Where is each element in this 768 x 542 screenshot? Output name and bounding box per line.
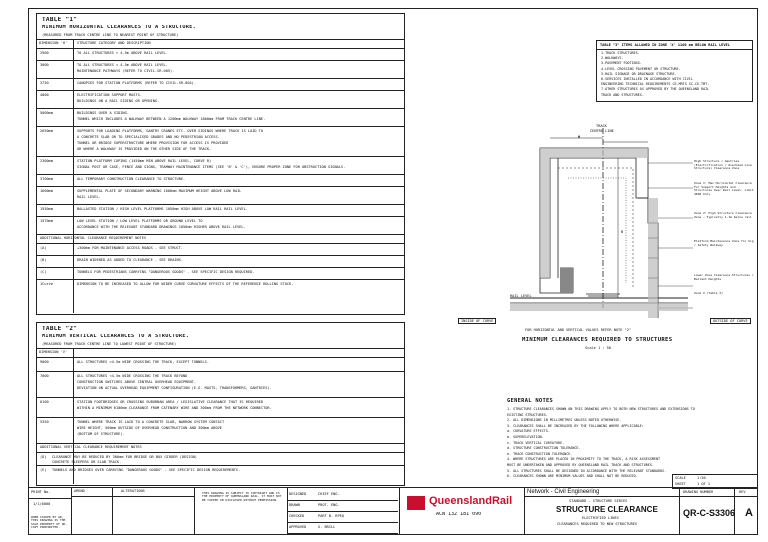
table-1-desc: BUILDINGS ON A RAIL SIDING OR OPENING. — [77, 99, 160, 103]
table-2-note-text-2: CONCRETE SLEEPERS OR SLAB TRACK. — [52, 460, 122, 464]
table-1-desc: LOW LEVEL STATION / LOW LEVEL PLATFORMS OR GROUND LEVEL TO — [77, 219, 203, 223]
table-1-note-tag: 1Curve — [40, 282, 53, 286]
sheet-value: 1 OF 1 — [697, 482, 710, 486]
general-note: 4. WHERE STRUCTURES ARE PLACED IN PROXIMITY TO THE TRACK, A RISK ASSESSMENT — [507, 457, 661, 462]
table-1-dim: 2650mm — [40, 129, 53, 133]
doc-row-key: DESIGNED — [289, 492, 307, 496]
scale-label: SCALE — [675, 476, 686, 480]
diagram-scale: Scale 1 : 50 — [585, 346, 611, 350]
revision: A — [745, 507, 753, 519]
table-3-items — [601, 51, 709, 98]
table-1-desc: CANOPIES FOR STATION PLATFORMS (REFER TO CIVIL-SR-004). — [77, 81, 196, 85]
doc-row-key: CHECKED — [289, 514, 305, 518]
table-1-note-text: TUNNELS FOR PEDESTRIANS CARRYING "DANGEROUS GOODS" - SEE SPECIFIC DESIGN REQUIRED. — [77, 270, 255, 274]
diagram-inside-curve: INSIDE OF CURVE — [458, 318, 496, 324]
table-3 — [596, 40, 753, 102]
copyright-note: THIS DRAWING IS SUBJECT TO COPYRIGHT AND IS THE PROPERTY OF QUEENSLAND RAIL. IT MUST NOT BE COPIED OR DISCLOSED WITHOUT PERMISSION. — [202, 492, 282, 502]
table-3-item: 4.LEVEL CROSSING PAVEMENT OR STRUCTURE. — [601, 66, 681, 71]
table-3-title: TABLE "3" ITEMS ALLOWED IN ZONE 'X' 1100 mm BELOW RAIL LEVEL — [600, 43, 730, 47]
doc-row-key: APPROVED — [289, 525, 307, 529]
diagram-callout: Zone 1: Max Horizontal Clearance For Support Heights and Structures Over Rail Level. Limit 4600 Only — [694, 182, 754, 196]
doc-row — [288, 523, 398, 534]
table-1-dim: 2900 — [40, 51, 49, 55]
table-2-note-tag: (E) — [40, 468, 47, 472]
diagram-callout: Platform Maintenance Zone for Sig / Safety Walkway — [694, 240, 754, 247]
table-1-dim: 2300mm — [40, 159, 53, 163]
table-2 — [36, 322, 405, 486]
table-2-note-text: CLEARANCE MAY BE REDUCED BY 300mm FOR BRIDGE OR BOX GIRDER (DESIGN) — [52, 455, 197, 459]
table-2-title: TABLE "2" — [42, 326, 78, 332]
table-2-notes-title: ADDITIONAL VERTICAL CLEARANCE REQUIREMENT NOTES — [40, 445, 142, 449]
table-1-note-text: +300mm FOR MAINTENANCE ACCESS ROADS - SEE STRUCT. — [77, 246, 184, 250]
sheet-label: SHEET — [675, 482, 686, 486]
table-1-desc: ELECTRIFICATION SUPPORT MASTS. — [77, 93, 142, 97]
diagram-callout: Lower Zone Clearance Structures / Ballast Heights — [694, 274, 754, 281]
diagram-rail-level-label: RAIL LEVEL — [510, 294, 532, 298]
table-1-desc: ACCORDANCE WITH THE RELEVANT STANDARD DRAWINGS 1050mm HIGHER ABOVE RAIL LEVEL. — [77, 225, 246, 229]
table-2-desc: STATION FOOTBRIDGES OR CROSSING SUBURBAN AREA / LEGISLATIVE CLEARANCE THAT IS REQUIRED — [77, 400, 264, 404]
title-block — [28, 487, 758, 535]
table-2-desc: (BOTTOM OF STRUCTURE). — [77, 432, 125, 436]
amend-label: AMEND — [74, 489, 85, 493]
table-2-desc: CONSTRUCTION SWITCHES ABOVE CENTRAL OVERHEAD EQUIPMENT. — [77, 380, 196, 384]
table-1-col-desc: STRUCTURE CATEGORY AND DESCRIPTION — [77, 41, 151, 45]
table-1-body — [37, 39, 404, 313]
table-1-desc: STATION PLATFORM COPING (1450mm MIN ABOVE RAIL LEVEL, CURVE R) — [77, 159, 212, 163]
table-2-desc: TUNNEL WHERE TRACK IS LAID TO A CONCRETE SLAB, NARROW SYSTEM CONTACT — [77, 420, 225, 424]
general-note: 2. ALL DIMENSIONS IN MILLIMETRES UNLESS NOTED OTHERWISE. — [507, 418, 622, 423]
table-1-desc: RAIL LEVEL. — [77, 195, 101, 199]
acn-number: ACN 132 181 090 — [436, 512, 482, 517]
table-1-note-tag: (C) — [40, 270, 47, 274]
table-1-dim: 1600mm — [40, 189, 53, 193]
diagram-callout: Zone X (Table 3) — [694, 292, 723, 295]
sub-title-2: CLEARANCES REQUIRED TO NEW STRUCTURES — [557, 522, 638, 526]
general-notes-title: GENERAL NOTES — [507, 398, 554, 404]
table-2-desc: DEVIATION ON ACTUAL OVERHEAD EQUIPMENT CONFIGURATION (E.G. MASTS, TRANSFORMERS, GANTRIES). — [77, 386, 272, 390]
general-note: e. TRACK CONSTRUCTION TOLERANCE. — [507, 451, 573, 456]
table-3-item: 6.SERVICES INSTALLED IN ACCORDANCE WITH CIVIL — [601, 77, 693, 82]
table-2-dim: 6100 — [40, 400, 49, 404]
general-note: MUST BE UNDERTAKEN AND APPROVED BY QUEENSLAND RAIL TRACK AND STRUCTURES. — [507, 462, 654, 467]
table-1-note-text: DRAIN WIDENED AS ADDED TO CLEARANCE - SEE DRAINS. — [77, 258, 184, 262]
table-1-note: (MEASURED FROM TRACK CENTRE LINE TO NEAREST POINT OF STRUCTURE) — [42, 33, 179, 37]
table-1-desc: A CONCRETE SLAB OR TO SPECIALISED GRADES AND NO PEDESTRIAN ACCESS. — [77, 135, 220, 139]
table-3-item: ENGINEERING TECHNICAL REQUIREMENTS CE-MRTS SC-CE-TMT. — [601, 82, 710, 87]
doc-row-value: PART B. RPEQ — [318, 514, 344, 518]
general-note: d. STRUCTURE CONSTRUCTION TOLERANCE. — [507, 446, 581, 451]
doc-row-value: CHIEF ENG. — [318, 492, 340, 496]
table-1-desc: ALL TEMPORARY CONSTRUCTION CLEARANCE TO STRUCTURE. — [77, 177, 186, 181]
table-2-note: (MEASURED FROM TRACK CENTRE LINE TO LOWEST POINT OF STRUCTURE) — [42, 342, 177, 346]
print-no-value: 1/1/0000 — [33, 502, 51, 506]
table-1-desc: TO ALL STRUCTURES > 4.5m ABOVE RAIL LEVEL. — [77, 51, 168, 55]
doc-row — [288, 501, 398, 512]
table-1-desc: BALLASTED STATION / HIGH LEVEL PLATFORMS 1050mm HIGH ABOVE LOW RAIL RAIL LEVEL. — [77, 207, 248, 211]
table-2-dim: 9000 — [40, 360, 49, 364]
table-2-note-text: TUNNELS AND BRIDGES OVER CARRYING "DANGEROUS GOODS" - SEE SPECIFIC DESIGN REQUIREMENTS. — [52, 468, 241, 472]
table-1-notes-title: ADDITIONAL HORIZONTAL CLEARANCE REQUIREMENT NOTES — [40, 236, 147, 240]
table-2-subtitle: MINIMUM VERTICAL CLEARANCES TO A STRUCTURE. — [42, 334, 190, 339]
general-note: b. SUPERELEVATION. — [507, 434, 544, 439]
table-3-item: 2.WALKWAYS. — [601, 56, 624, 61]
table-3-item: 3.PAVEMENT FOOTINGS. — [601, 61, 642, 66]
table-2-col-dim: DIMENSION 'V' — [39, 350, 68, 354]
diagram-centre-label: CENTRE LINE — [590, 129, 614, 133]
table-3-item: TRACK AND STRUCTURES. — [601, 92, 644, 97]
diagram-bottom-note: FOR HORIZONTAL AND VERTICAL VALUES REFER NOTE "2" — [525, 328, 632, 332]
table-2-desc: WIRE HEIGHT, 500mm OUTSIDE OF OVERHEAD CONSTRUCTION AND 300mm ABOVE — [77, 426, 222, 430]
table-2-desc: WITHIN A MINIMUM 6100mm CLEARANCE FROM CATENARY WIRE AND 300mm FROM THE NETWORK CONNECTOR. — [77, 406, 272, 410]
standard-series: STANDARD - STRUCTURE SERIES — [569, 499, 628, 503]
sub-title: ELECTRIFIED LINES — [582, 516, 619, 520]
side-note: WHEN ISSUED BY QR, THIS DRAWING IS THE SOLE PROPERTY OF QR. COPY PROHIBITED. — [31, 516, 68, 530]
table-1-desc: TUNNEL OR BRIDGE SUPERSTRUCTURE WHERE PROVISION FOR ACCESS IS PROVIDED — [77, 141, 229, 145]
table-3-item: 5.RAIL SIGNAGE OR DRAINAGE STRUCTURE. — [601, 71, 677, 76]
table-1-note-tag: (B) — [40, 258, 47, 262]
table-3-item: 7.OTHER STRUCTURES AS APPROVED BY THE QUEENSLAND RAIL — [601, 87, 710, 92]
table-1-note-text: DIMENSION TO BE INCREASED TO ALLOW FOR WIDER CURVE CURVATURE EFFECTS OF THE REFERENCE ROLLING STOCK. — [77, 282, 294, 286]
table-2-dim: 7000 — [40, 374, 49, 378]
table-1-desc: BUILDINGS OVER A SIDING. — [77, 111, 129, 115]
drawing-number: QR-C-S3306 — [683, 508, 736, 518]
network-label: Network - Civil Engineering — [527, 489, 600, 495]
scale-value: 1:50 — [697, 476, 706, 480]
table-3-item: 1.TRACK STRUCTURES. — [601, 51, 640, 55]
table-1-desc: MAINTENANCE PATHWAYS (REFER TO CIVIL-SR-005). — [77, 69, 175, 73]
alterations-label: ALTERATIONS — [121, 489, 145, 493]
diagram-outside-curve: OUTSIDE OF CURVE — [710, 318, 751, 324]
diagram-callout: Zone 2: High Structure Clearance Zone — Typically 1.1m below rail — [694, 212, 752, 219]
table-1 — [36, 13, 405, 315]
doc-row-value: PROT. ENG. — [318, 503, 340, 507]
general-note: a. CURVATURE EFFECTS. — [507, 429, 550, 434]
doc-approvals — [288, 490, 398, 534]
diagram-title: MINIMUM CLEARANCES REQUIRED TO STRUCTURES — [522, 337, 673, 343]
table-1-desc: SUPPORTS FOR LOADING PLATFORMS, GANTRY CRANES ETC. OVER SIDINGS WHERE TRACK IS LAID TO — [77, 129, 264, 133]
table-1-desc: SIGNAL POST OR CASE, FENCE AND SIGNS, TRAMWAY MAINTENANCE ITEMS (SEE 'B' & 'C'), ENSURE PROPER ZONE FOR OBSTRUCTION SIGNALS. — [77, 165, 346, 169]
drawing-number-label: DRAWING NUMBER — [683, 490, 714, 494]
general-note: 1. STRUCTURE CLEARANCES SHOWN ON THIS DRAWING APPLY TO BOTH NEW STRUCTURES AND EXTENSIONS TO EXISTING STRUCTURES. — [507, 407, 695, 417]
table-1-subtitle: MINIMUM HORIZONTAL CLEARANCES TO A STRUCTURE. — [42, 25, 197, 30]
general-note: 6. CLEARANCES SHOWN ARE MINIMUM VALUES AND SHALL NOT BE REDUCED. — [507, 474, 638, 479]
table-1-desc: OR WHERE A WALKWAY IS PROVIDED ON THE OTHER SIDE OF THE TRACK. — [77, 147, 212, 151]
doc-row-value: G. BRILL — [318, 525, 336, 529]
table-1-col-dim: DIMENSION 'H' — [39, 41, 68, 45]
table-1-dim: 1550mm — [40, 207, 53, 211]
table-1-desc: SUPPLEMENTAL PLATE OF SECONDARY WARNING 1600mm MAXIMUM HEIGHT ABOVE LOW RAIL — [77, 189, 242, 193]
diagram-v-label: V — [621, 230, 624, 234]
diagram-track-label: TRACK — [596, 124, 607, 128]
print-no-label: PRINT No. — [31, 490, 51, 494]
table-2-desc: ALL STRUCTURES >4.5m WIDE CROSSING THE TRACK, EXCEPT TUNNELS. — [77, 360, 209, 364]
general-note: 5. ALL STRUCTURES SHALL BE DESIGNED IN ACCORDANCE WITH THE RELEVANT STANDARDS. — [507, 468, 667, 473]
table-1-title: TABLE "1" — [42, 17, 78, 23]
doc-row — [288, 490, 398, 501]
table-1-dim: 3700mm — [40, 177, 53, 181]
doc-row — [288, 512, 398, 523]
table-1-dim: 4000 — [40, 93, 49, 97]
table-1-dim: 1570mm — [40, 219, 53, 223]
table-2-dim: 5350 — [40, 420, 49, 424]
table-1-note-tag: (A) — [40, 246, 47, 250]
queensland-rail-logo-icon — [407, 496, 425, 510]
table-1-dim: 3000 — [40, 63, 49, 67]
diagram-callout: High Structure / Gantries (Electrification / Overhead Line Structure) Clearance Zone — [694, 160, 752, 171]
brand-name: QueenslandRail — [429, 495, 513, 507]
table-2-note-tag: (D) — [40, 455, 47, 459]
scale-box — [672, 474, 758, 489]
general-notes — [507, 407, 697, 480]
table-2-body — [37, 348, 404, 484]
table-1-desc: TO ALL STRUCTURES < 4.5m ABOVE RAIL LEVEL. — [77, 63, 168, 67]
rev-label: REV — [739, 490, 746, 494]
table-1-dim: 3750 — [40, 81, 49, 85]
main-title: STRUCTURE CLEARANCE — [556, 505, 658, 514]
general-note: 3. CLEARANCES SHALL BE INCREASED BY THE FOLLOWING WHERE APPLICABLE: — [507, 423, 644, 428]
diagram-h-label: H — [578, 135, 581, 139]
table-1-dim: 5000mm — [40, 111, 53, 115]
doc-row-key: DRAWN — [289, 503, 300, 507]
table-1-desc: TUNNEL WHICH INCLUDES A WALKWAY BETWEEN A 1200mm WALKWAY 1800mm FROM TRACK CENTRE LINE. — [77, 117, 266, 121]
general-note: c. TRACK VERTICAL CURVATURE. — [507, 440, 565, 445]
table-2-desc: ALL STRUCTURES <4.5m WIDE CROSSING THE TRACK BEYOND — [77, 374, 188, 378]
